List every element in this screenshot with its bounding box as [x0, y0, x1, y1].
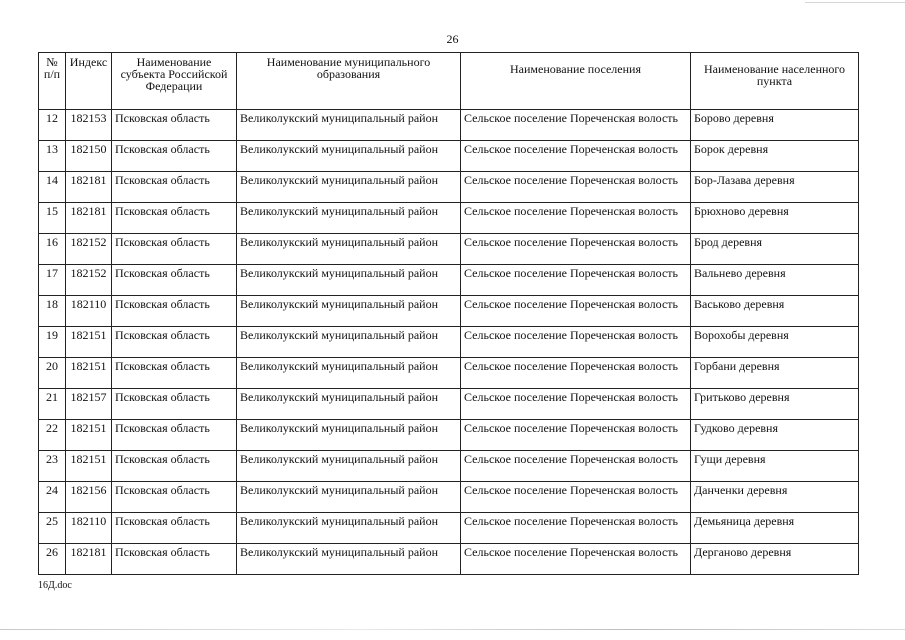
cell-index: 182181: [66, 203, 112, 234]
header-municipality: Наименование муниципального образования: [237, 53, 461, 110]
cell-index: 182152: [66, 234, 112, 265]
cell-locality: Гудково деревня: [691, 420, 859, 451]
header-subject: Наименование субъекта Российской Федерации: [112, 53, 237, 110]
cell-municipality: Великолукский муниципальный район: [237, 172, 461, 203]
cell-index: 182181: [66, 544, 112, 575]
cell-municipality: Великолукский муниципальный район: [237, 110, 461, 141]
table-row: [39, 265, 859, 296]
table-row: [39, 172, 859, 203]
cell-locality: Борок деревня: [691, 141, 859, 172]
cell-locality: Ворохобы деревня: [691, 327, 859, 358]
cell-settlement: Сельское поселение Пореченская волость: [461, 265, 691, 296]
cell-municipality: Великолукский муниципальный район: [237, 420, 461, 451]
cell-settlement: Сельское поселение Пореченская волость: [461, 327, 691, 358]
cell-settlement: Сельское поселение Пореченская волость: [461, 358, 691, 389]
cell-index: 182151: [66, 451, 112, 482]
cell-index: 182151: [66, 358, 112, 389]
cell-settlement: Сельское поселение Пореченская волость: [461, 141, 691, 172]
cell-subject: Псковская область: [112, 389, 237, 420]
cell-index: 182181: [66, 172, 112, 203]
table-row: [39, 451, 859, 482]
cell-municipality: Великолукский муниципальный район: [237, 451, 461, 482]
cell-index: 182151: [66, 327, 112, 358]
header-num: № п/п: [39, 53, 66, 110]
cell-municipality: Великолукский муниципальный район: [237, 482, 461, 513]
table-row: [39, 420, 859, 451]
cell-num: 21: [39, 389, 66, 420]
cell-locality: Борово деревня: [691, 110, 859, 141]
cell-index: 182152: [66, 265, 112, 296]
cell-municipality: Великолукский муниципальный район: [237, 296, 461, 327]
cell-num: 24: [39, 482, 66, 513]
cell-subject: Псковская область: [112, 327, 237, 358]
table-row: [39, 327, 859, 358]
cell-subject: Псковская область: [112, 420, 237, 451]
cell-num: 23: [39, 451, 66, 482]
cell-municipality: Великолукский муниципальный район: [237, 234, 461, 265]
cell-locality: Гущи деревня: [691, 451, 859, 482]
page-number: 26: [446, 32, 459, 46]
cell-subject: Псковская область: [112, 110, 237, 141]
cell-municipality: Великолукский муниципальный район: [237, 544, 461, 575]
table-row: [39, 110, 859, 141]
table-row: [39, 141, 859, 172]
cell-settlement: Сельское поселение Пореченская волость: [461, 513, 691, 544]
cell-municipality: Великолукский муниципальный район: [237, 327, 461, 358]
cell-municipality: Великолукский муниципальный район: [237, 513, 461, 544]
cell-settlement: Сельское поселение Пореченская волость: [461, 544, 691, 575]
cell-municipality: Великолукский муниципальный район: [237, 265, 461, 296]
cell-index: 182153: [66, 110, 112, 141]
cell-subject: Псковская область: [112, 451, 237, 482]
table-row: [39, 513, 859, 544]
cell-subject: Псковская область: [112, 296, 237, 327]
table-row: [39, 544, 859, 575]
cell-num: 18: [39, 296, 66, 327]
table-header-row: [39, 53, 859, 110]
cell-num: 20: [39, 358, 66, 389]
cell-locality: Данченки деревня: [691, 482, 859, 513]
cell-num: 22: [39, 420, 66, 451]
cell-settlement: Сельское поселение Пореченская волость: [461, 296, 691, 327]
cell-num: 25: [39, 513, 66, 544]
cell-municipality: Великолукский муниципальный район: [237, 358, 461, 389]
cell-locality: Вальнево деревня: [691, 265, 859, 296]
cell-num: 16: [39, 234, 66, 265]
header-locality: Наименование населенного пункта: [691, 53, 859, 110]
cell-num: 13: [39, 141, 66, 172]
cell-locality: Горбани деревня: [691, 358, 859, 389]
cell-settlement: Сельское поселение Пореченская волость: [461, 172, 691, 203]
cell-settlement: Сельское поселение Пореченская волость: [461, 420, 691, 451]
table-row: [39, 296, 859, 327]
table-row: [39, 234, 859, 265]
cell-num: 15: [39, 203, 66, 234]
cell-locality: Дерганово деревня: [691, 544, 859, 575]
cell-index: 182151: [66, 420, 112, 451]
cell-index: 182110: [66, 513, 112, 544]
cell-locality: Бор-Лазава деревня: [691, 172, 859, 203]
table-row: [39, 358, 859, 389]
cell-num: 17: [39, 265, 66, 296]
cell-index: 182157: [66, 389, 112, 420]
cell-settlement: Сельское поселение Пореченская волость: [461, 203, 691, 234]
header-settlement: Наименование поселения: [461, 53, 691, 110]
cell-num: 14: [39, 172, 66, 203]
table-row: [39, 389, 859, 420]
header-index: Индекс: [66, 53, 112, 110]
table-body: [39, 110, 859, 575]
scan-artifact-bottom: [0, 629, 905, 630]
cell-index: 182150: [66, 141, 112, 172]
cell-locality: Васьково деревня: [691, 296, 859, 327]
cell-subject: Псковская область: [112, 544, 237, 575]
cell-index: 182156: [66, 482, 112, 513]
cell-locality: Демьяница деревня: [691, 513, 859, 544]
cell-locality: Гритьково деревня: [691, 389, 859, 420]
cell-municipality: Великолукский муниципальный район: [237, 141, 461, 172]
cell-locality: Брод деревня: [691, 234, 859, 265]
cell-settlement: Сельское поселение Пореченская волость: [461, 234, 691, 265]
cell-num: 12: [39, 110, 66, 141]
cell-subject: Псковская область: [112, 203, 237, 234]
cell-locality: Брюхново деревня: [691, 203, 859, 234]
cell-subject: Псковская область: [112, 172, 237, 203]
cell-settlement: Сельское поселение Пореченская волость: [461, 389, 691, 420]
cell-settlement: Сельское поселение Пореченская волость: [461, 110, 691, 141]
cell-settlement: Сельское поселение Пореченская волость: [461, 451, 691, 482]
cell-subject: Псковская область: [112, 513, 237, 544]
cell-num: 19: [39, 327, 66, 358]
cell-index: 182110: [66, 296, 112, 327]
cell-subject: Псковская область: [112, 265, 237, 296]
scan-artifact-top: [805, 2, 905, 3]
footer-filename: 16Д.doc: [38, 580, 72, 591]
cell-subject: Псковская область: [112, 141, 237, 172]
table-row: [39, 203, 859, 234]
cell-num: 26: [39, 544, 66, 575]
cell-subject: Псковская область: [112, 358, 237, 389]
localities-table: [38, 52, 859, 575]
table-row: [39, 482, 859, 513]
cell-municipality: Великолукский муниципальный район: [237, 203, 461, 234]
cell-subject: Псковская область: [112, 482, 237, 513]
cell-settlement: Сельское поселение Пореченская волость: [461, 482, 691, 513]
cell-subject: Псковская область: [112, 234, 237, 265]
cell-municipality: Великолукский муниципальный район: [237, 389, 461, 420]
